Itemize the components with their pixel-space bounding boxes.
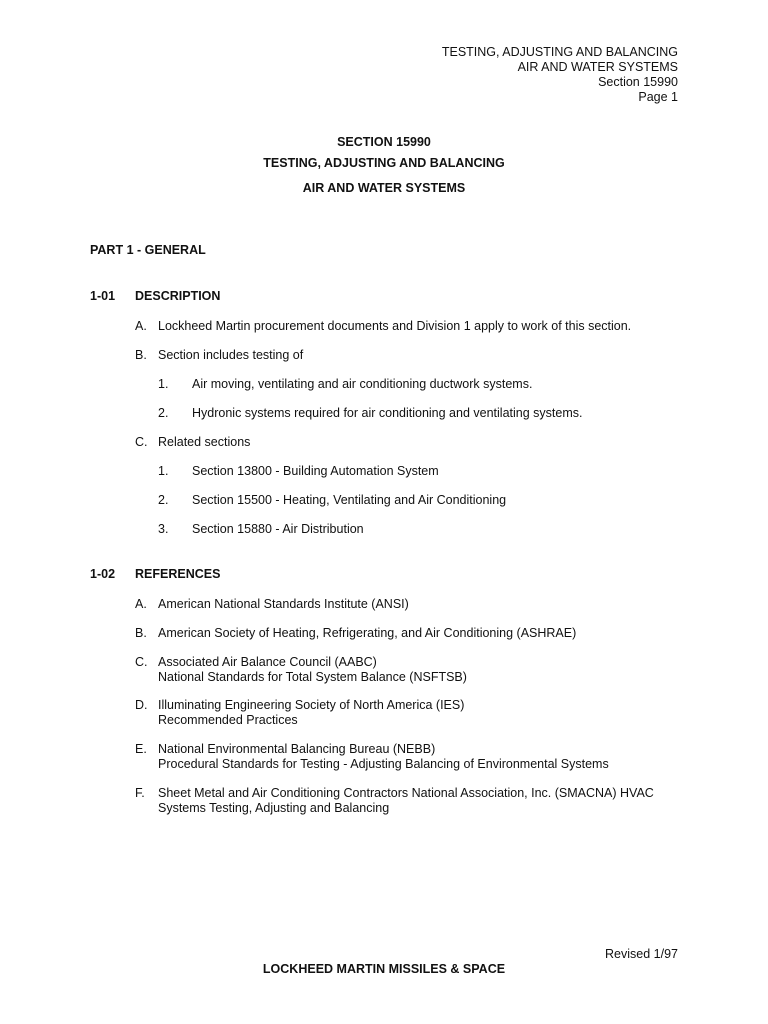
paragraph-text: National Environmental Balancing Bureau (NEBB)	[158, 742, 436, 756]
header-page-number: Page 1	[638, 90, 678, 104]
paragraph-text: Illuminating Engineering Society of North America (IES)	[158, 698, 465, 712]
header-line-2: AIR AND WATER SYSTEMS	[517, 60, 678, 74]
article-heading: REFERENCES	[135, 567, 221, 581]
paragraph-text-continued: Procedural Standards for Testing - Adjusting Balancing of Environmental Systems	[158, 757, 609, 771]
title-line-2: TESTING, ADJUSTING AND BALANCING	[263, 156, 505, 170]
subparagraph-text: Hydronic systems required for air conditioning and ventilating systems.	[192, 406, 583, 420]
subparagraph-text: Section 15880 - Air Distribution	[192, 522, 364, 536]
paragraph-letter: E.	[135, 742, 147, 756]
paragraph-letter: B.	[135, 348, 147, 362]
subparagraph-text: Section 15500 - Heating, Ventilating and Air Conditioning	[192, 493, 507, 507]
subparagraph-number: 3.	[158, 522, 169, 536]
article-heading: DESCRIPTION	[135, 289, 221, 303]
paragraph-letter: A.	[135, 597, 147, 611]
subparagraph-number: 2.	[158, 493, 169, 507]
subparagraph-text: Air moving, ventilating and air conditioning ductwork systems.	[192, 377, 533, 391]
title-line-3: AIR AND WATER SYSTEMS	[302, 181, 466, 195]
article-number: 1-02	[90, 567, 116, 581]
paragraph-letter: B.	[135, 626, 147, 640]
subparagraph-number: 2.	[158, 406, 169, 420]
subparagraph-number: 1.	[158, 464, 169, 478]
paragraph-text: American National Standards Institute (ANSI)	[158, 597, 409, 611]
paragraph-text-continued: Recommended Practices	[158, 713, 298, 727]
subparagraph-number: 1.	[158, 377, 169, 391]
paragraph-letter: C.	[135, 435, 148, 449]
paragraph-text: Lockheed Martin procurement documents and Division 1 apply to work of this section.	[158, 319, 632, 333]
part-heading: PART 1 - GENERAL	[90, 243, 206, 257]
paragraph-text: Associated Air Balance Council (AABC)	[158, 655, 377, 669]
article-number: 1-01	[90, 289, 116, 303]
paragraph-letter: C.	[135, 655, 148, 669]
paragraph-text-continued: National Standards for Total System Balance (NSFTSB)	[158, 670, 467, 684]
company-name: LOCKHEED MARTIN MISSILES & SPACE	[262, 962, 506, 976]
paragraph-letter: A.	[135, 319, 147, 333]
section-title: SECTION 15990	[337, 135, 431, 149]
header-line-3: Section 15990	[598, 75, 678, 89]
paragraph-letter: D.	[135, 698, 148, 712]
header-line-1: TESTING, ADJUSTING AND BALANCING	[441, 45, 678, 59]
paragraph-letter: F.	[135, 786, 145, 800]
revision-note: Revised 1/97	[605, 947, 678, 961]
paragraph-text: Related sections	[158, 435, 251, 449]
subparagraph-text: Section 13800 - Building Automation System	[192, 464, 439, 478]
paragraph-text: American Society of Heating, Refrigerating, and Air Conditioning (ASHRAE)	[158, 626, 577, 640]
paragraph-text: Sheet Metal and Air Conditioning Contractors National Association, Inc. (SMACNA) HVAC	[158, 786, 654, 800]
paragraph-text: Section includes testing of	[158, 348, 304, 362]
paragraph-text-continued: Systems Testing, Adjusting and Balancing	[158, 801, 390, 815]
